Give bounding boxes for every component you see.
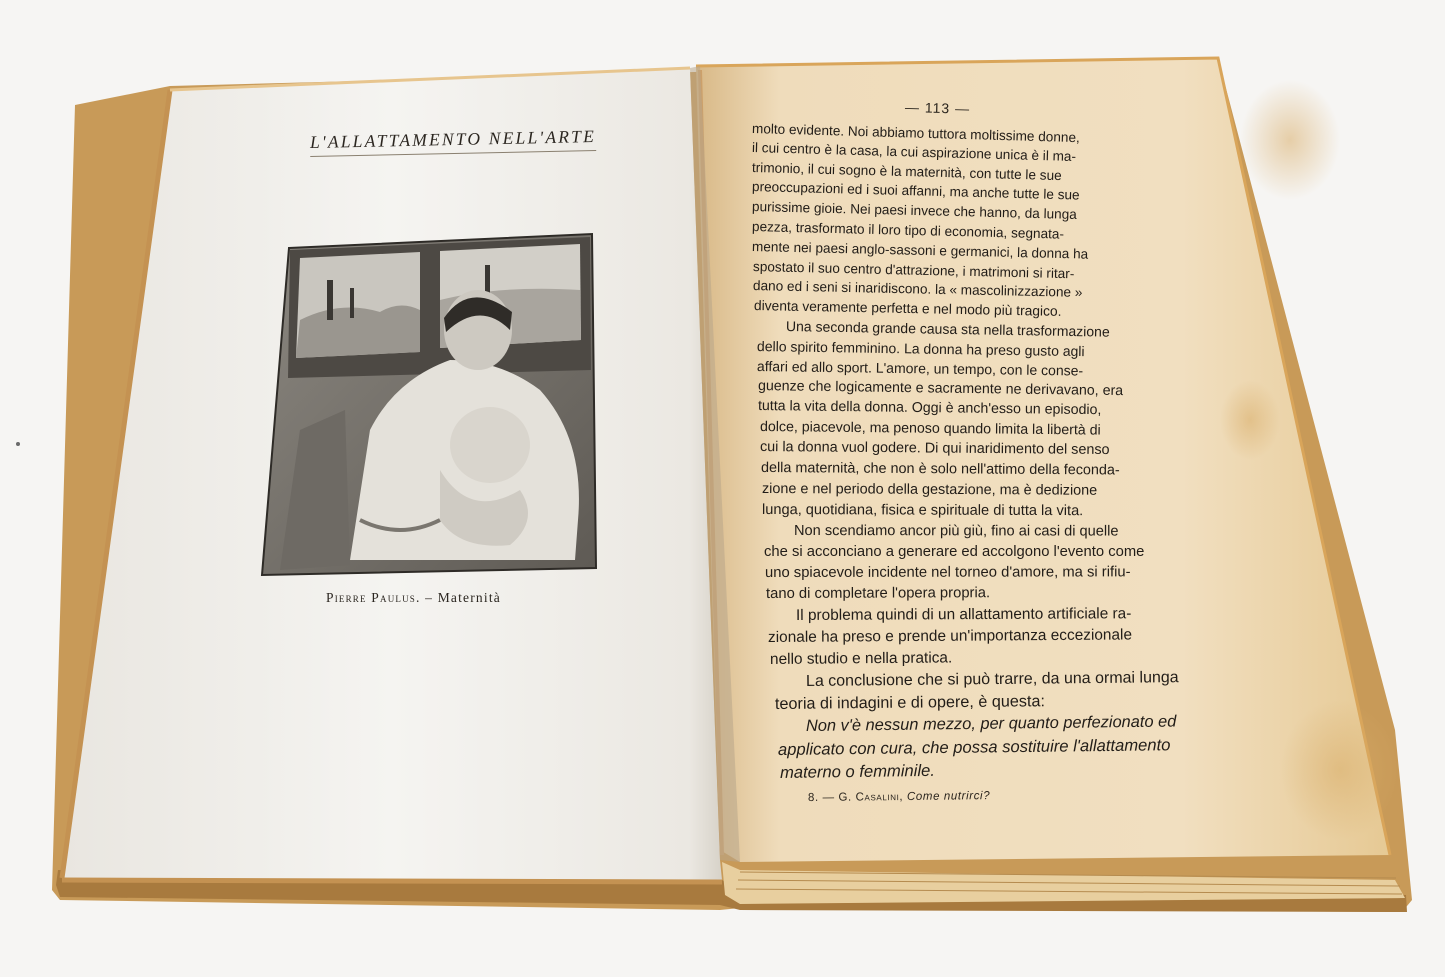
footer-title: Come nutrirci? [906, 790, 991, 803]
footer-number: 8. — [807, 791, 835, 804]
text-line: La conclusione che si può trarre, da una ormai lunga [805, 669, 1179, 690]
text-line: Una seconda grande causa sta nella trasformazione [785, 318, 1110, 340]
text-line: tutta la vita della donna. Oggi è anch'esso un episodio, [757, 398, 1102, 419]
text-line: spostato il suo centro d'attrazione, i matrimoni si ritar- [752, 259, 1075, 282]
text-line: uno spiacevole incidente nel torneo d'amore, ma si rifiu- [764, 564, 1131, 581]
text-line: purissime gioie. Nei paesi invece che hanno, da lunga [751, 199, 1078, 222]
caption-dash: – [425, 590, 434, 605]
text-line: Non v'è nessun mezzo, per quanto perfezionato ed [805, 712, 1177, 735]
caption-artist: Pierre Paulus. [326, 590, 421, 605]
dust-speck [16, 442, 20, 446]
running-title: L'ALLATTAMENTO NELL'ARTE [310, 126, 597, 157]
page-footer [808, 790, 990, 804]
painting-plate [262, 234, 596, 575]
text-line: zionale ha preso e prende un'importanza eccezionale [767, 626, 1133, 646]
text-line: cui la donna vuol godere. Di qui inaridimento del senso [759, 439, 1110, 459]
text-line: che si acconciano a generare ed accolgono l'evento come [764, 544, 1145, 560]
text-line: nello studio e nella pratica. [769, 649, 953, 668]
text-line: della maternità, che non è solo nell'attimo della feconda- [760, 460, 1120, 479]
plate-caption [326, 590, 501, 606]
text-line: Non scendiamo ancor più giù, fino ai casi di quelle [793, 523, 1119, 540]
text-line: materno o femminile. [779, 760, 936, 782]
text-line: dolce, piacevole, ma penoso quando limita la libertà di [759, 419, 1101, 439]
text-line: tano di completare l'opera propria. [765, 585, 991, 602]
text-line: preoccupazioni ed i suoi affanni, ma anche tutte le sue [751, 179, 1080, 203]
text-line: mente nei paesi anglo-sassoni e germanici, la donna ha [751, 239, 1089, 262]
text-line: dello spirito femminino. La donna ha preso gusto agli [756, 338, 1085, 360]
text-line: pezza, trasformato il loro tipo di economia, segnata- [751, 219, 1065, 242]
text-line: lunga, quotidiana, fisica e spirituale di tutta la vita. [761, 502, 1084, 520]
text-line: applicato con cura, che possa sostituire l'allattamento [777, 735, 1171, 759]
caption-title: Maternità [437, 590, 501, 605]
text-line: teoria di indagini e di opere, è questa: [774, 692, 1046, 713]
footer-author: G. Casalini, [838, 791, 904, 804]
text-line: trimonio, il cui sogno è la maternità, con tutte le sue [751, 160, 1062, 184]
text-line: affari ed allo sport. L'amore, un tempo, con le conse- [756, 358, 1084, 379]
text-line: zione e nel periodo della gestazione, ma è dedizione [761, 481, 1098, 499]
text-line: il cui centro è la casa, la cui aspirazione unica è il ma- [751, 140, 1077, 165]
text-line: diventa veramente perfetta e nel modo più tragico. [753, 298, 1062, 319]
text-line: guenze che logicamente e sacramente ne derivavano, era [757, 378, 1124, 400]
text-line: dano ed i seni si inaridiscono. la « mascolinizzazione » [752, 278, 1083, 300]
text-line: molto evidente. Noi abbiamo tuttora moltissime donne, [751, 121, 1081, 146]
text-line: Il problema quindi di un allattamento artificiale ra- [795, 605, 1132, 624]
page-number: — 113 — [904, 99, 971, 117]
